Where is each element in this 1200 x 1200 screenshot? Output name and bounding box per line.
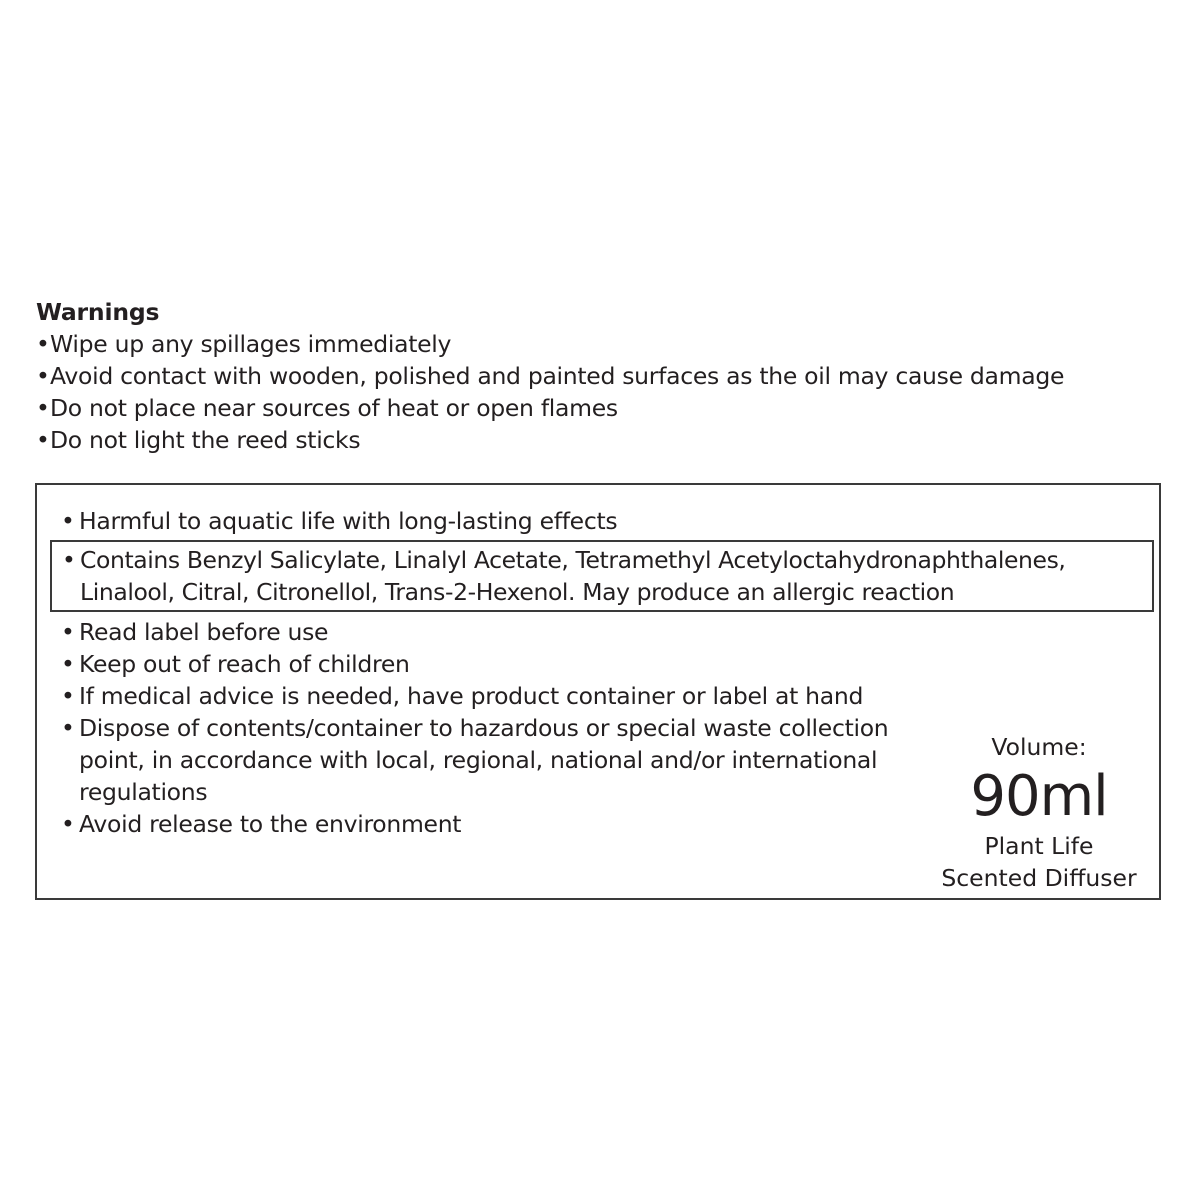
bullet-icon: • bbox=[61, 618, 75, 646]
hazard-box bbox=[35, 483, 1161, 900]
bullet-icon: • bbox=[36, 426, 50, 454]
warning-item bbox=[36, 392, 1156, 424]
bullet-icon: • bbox=[61, 650, 75, 678]
hazard-item-text: Dispose of contents/container to hazardous or special waste collection point, in accordance with local, regional, national and/or international regulations bbox=[79, 714, 889, 806]
bullet-icon: • bbox=[62, 546, 76, 574]
product-volume-block bbox=[929, 730, 1149, 894]
hazard-item bbox=[61, 680, 941, 712]
warning-item bbox=[36, 328, 1156, 360]
warnings-list bbox=[36, 328, 1156, 456]
hazard-item bbox=[61, 505, 961, 537]
bullet-icon: • bbox=[61, 507, 75, 535]
hazard-item bbox=[61, 712, 941, 808]
warnings-title: Warnings bbox=[36, 298, 160, 326]
hazard-item bbox=[61, 616, 941, 648]
bullet-icon: • bbox=[61, 682, 75, 710]
bullet-icon: • bbox=[36, 394, 50, 422]
bullet-icon: • bbox=[36, 330, 50, 358]
allergen-text: Contains Benzyl Salicylate, Linalyl Acetate, Tetramethyl Acetyloctahydronaphthalenes, Linalool, Citral, Citronellol, Trans-2-Hexenol. May produce an allergic reaction bbox=[80, 546, 1066, 606]
warning-item-text: Do not place near sources of heat or open flames bbox=[50, 394, 618, 422]
bullet-icon: • bbox=[61, 810, 75, 838]
allergen-box bbox=[50, 540, 1154, 612]
hazard-top bbox=[61, 505, 961, 537]
volume-value: 90ml bbox=[970, 764, 1108, 829]
warning-item-text: Avoid contact with wooden, polished and painted surfaces as the oil may cause damage bbox=[50, 362, 1065, 390]
hazard-item bbox=[61, 808, 941, 840]
warnings-section bbox=[36, 296, 1156, 456]
hazard-item-text: If medical advice is needed, have product container or label at hand bbox=[79, 682, 864, 710]
hazard-item bbox=[61, 648, 941, 680]
warning-item-text: Do not light the reed sticks bbox=[50, 426, 361, 454]
hazard-item-text: Keep out of reach of children bbox=[79, 650, 410, 678]
product-name-line2: Scented Diffuser bbox=[941, 864, 1137, 892]
warning-item bbox=[36, 360, 1156, 392]
bullet-icon: • bbox=[61, 714, 75, 742]
hazard-item-text: Read label before use bbox=[79, 618, 329, 646]
hazard-lower-list bbox=[61, 616, 941, 840]
warning-item bbox=[36, 424, 1156, 456]
hazard-item-text: Harmful to aquatic life with long-lasting effects bbox=[79, 507, 618, 535]
product-name-line1: Plant Life bbox=[984, 832, 1094, 860]
volume-label: Volume: bbox=[991, 733, 1087, 761]
hazard-item-text: Avoid release to the environment bbox=[79, 810, 462, 838]
bullet-icon: • bbox=[36, 362, 50, 390]
warning-item-text: Wipe up any spillages immediately bbox=[50, 330, 452, 358]
